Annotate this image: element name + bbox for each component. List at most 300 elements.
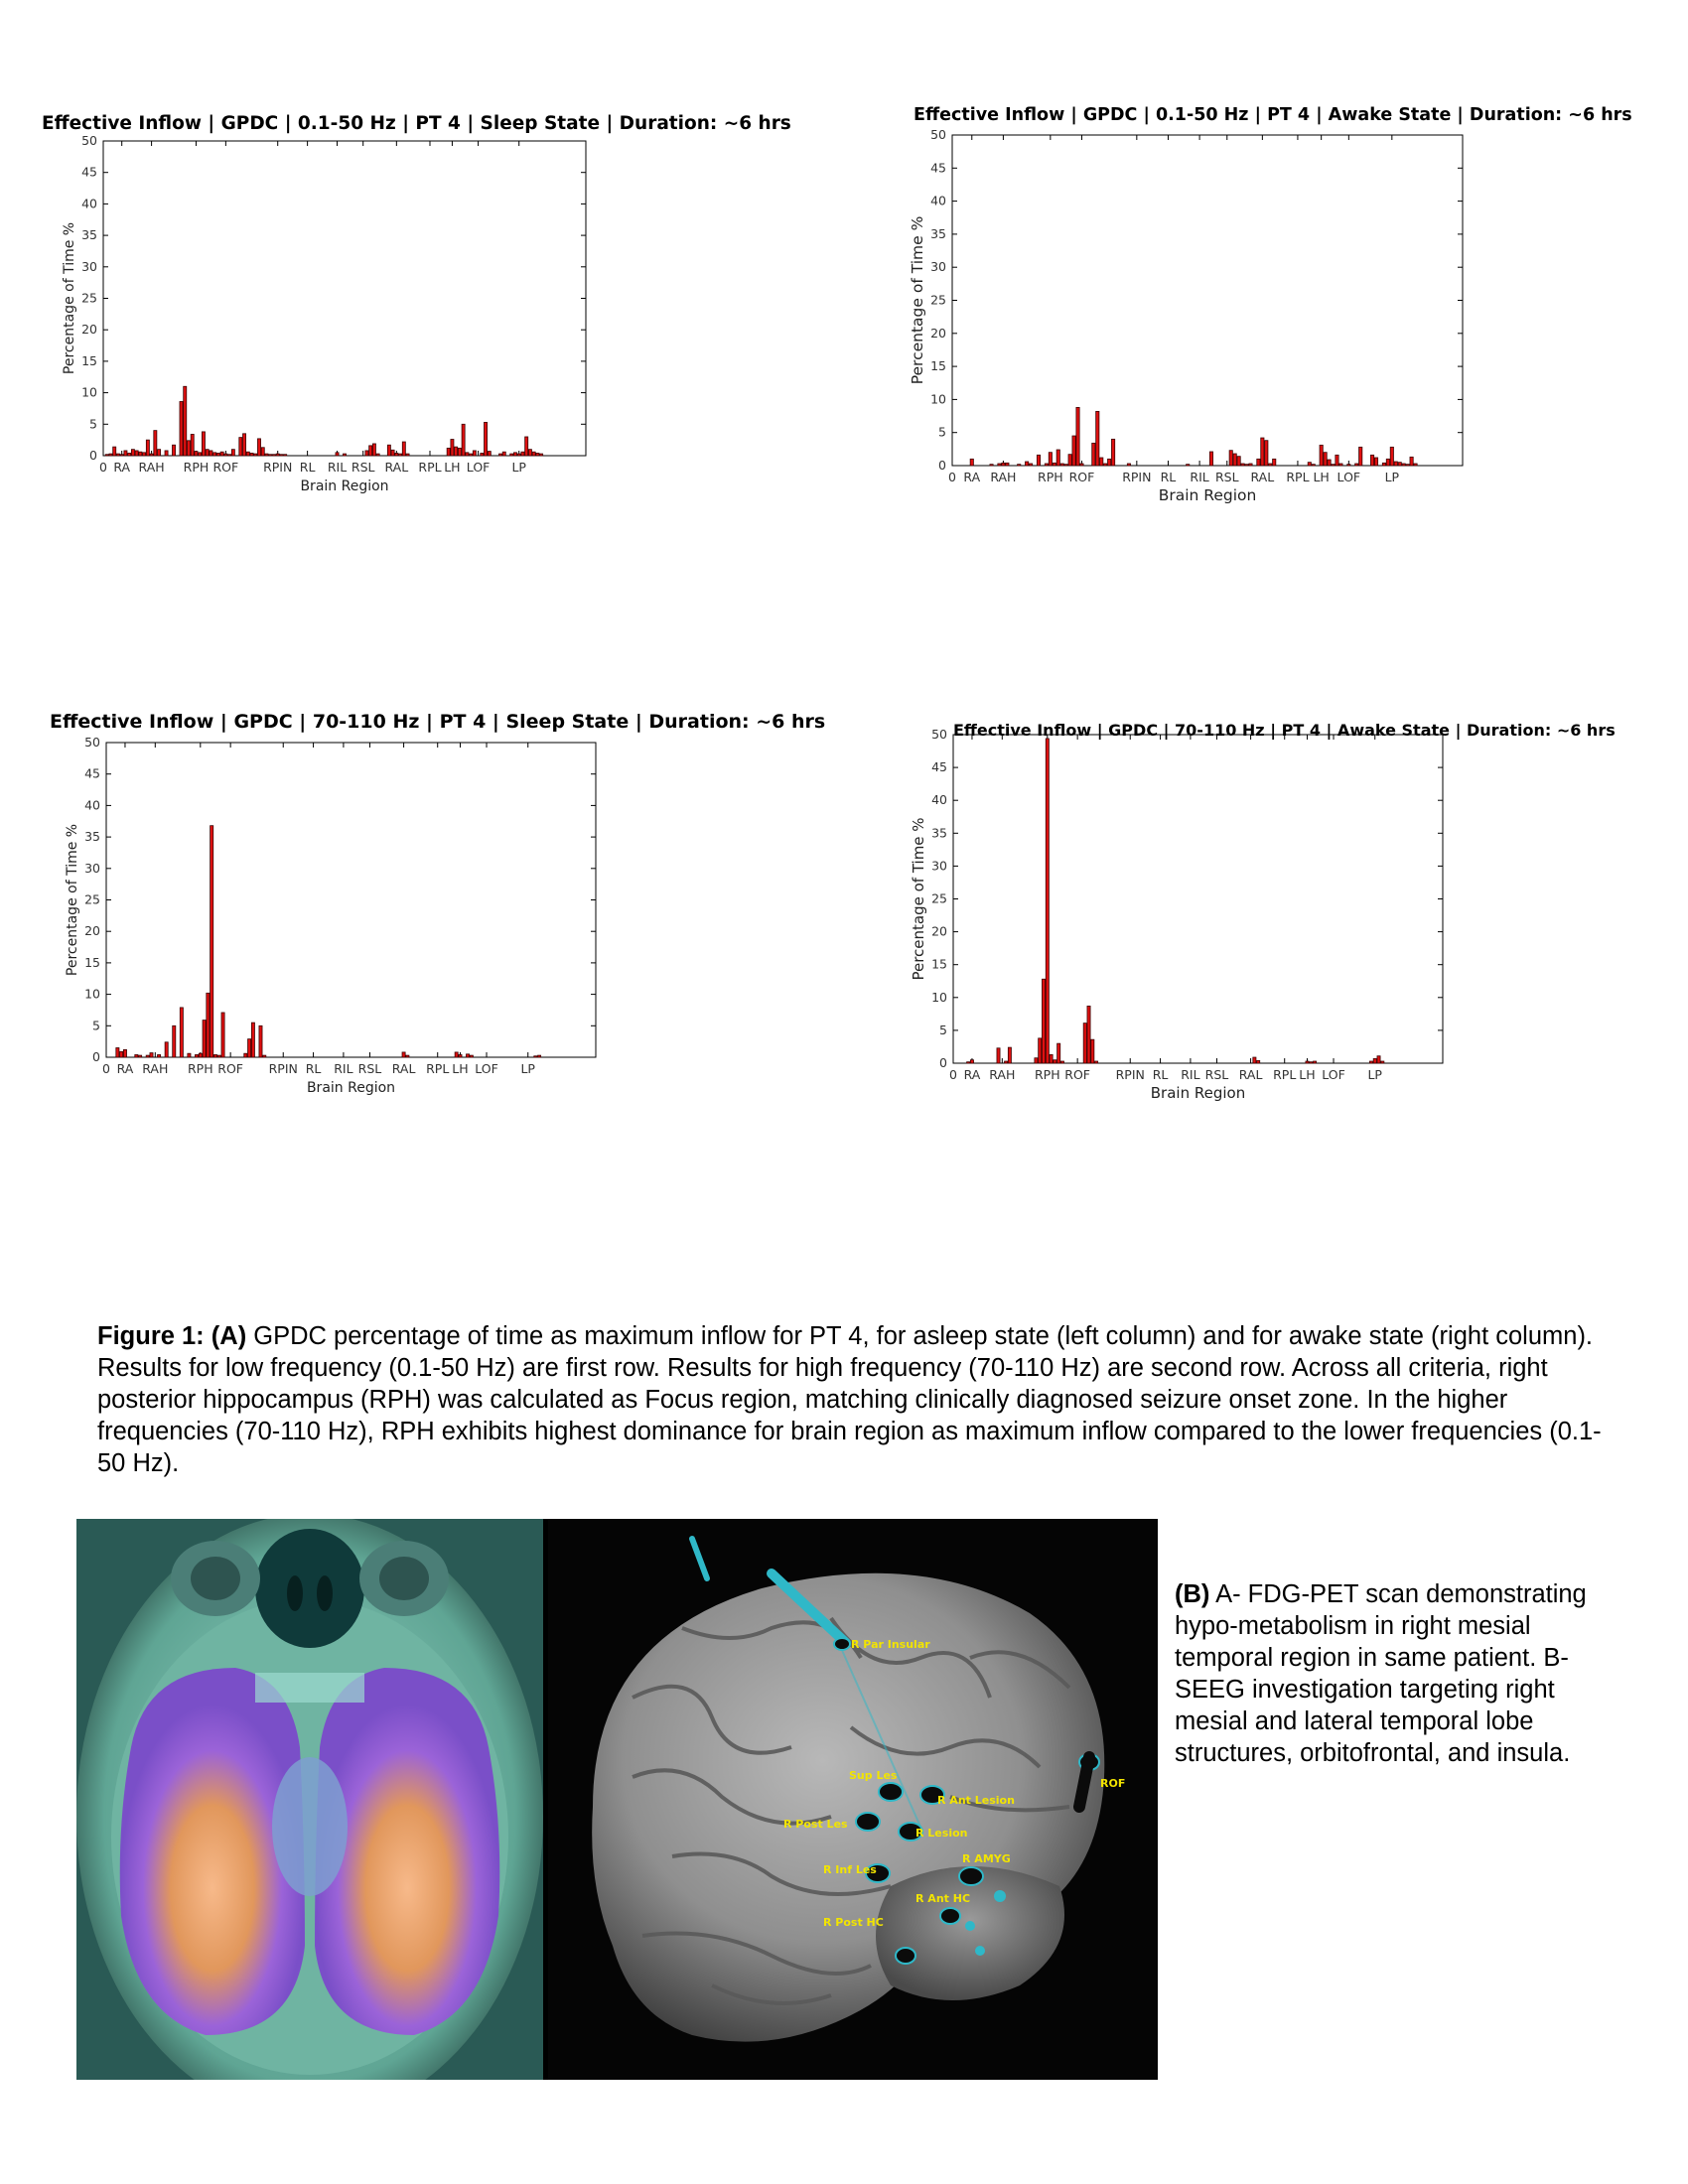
bar [120, 1051, 123, 1057]
bar [1045, 464, 1048, 466]
bar [243, 434, 246, 456]
y-tick-label: 35 [84, 829, 100, 845]
x-tick-label: RPIN [268, 1061, 298, 1076]
x-tick-label: RAL [1238, 1067, 1263, 1082]
x-tick-label: RAH [142, 1061, 169, 1076]
y-tick-label: 45 [84, 765, 100, 781]
bar [1359, 447, 1362, 466]
y-tick-label: 15 [930, 358, 946, 374]
x-tick-label: RSL [1214, 470, 1239, 484]
bar [1308, 463, 1311, 466]
bar [1374, 458, 1377, 466]
bar [1095, 1061, 1098, 1063]
x-tick-label: RPH [187, 1061, 213, 1076]
plot-area [103, 141, 586, 456]
bar [113, 447, 116, 456]
bar [211, 826, 213, 1057]
bar [466, 453, 469, 456]
y-tick-label: 30 [84, 860, 100, 876]
y-tick-label: 25 [84, 891, 100, 907]
bar [997, 1048, 1000, 1063]
y-tick-label: 0 [92, 1049, 100, 1064]
y-tick-label: 45 [81, 164, 97, 180]
bar [187, 441, 190, 456]
x-tick-label: 0 [949, 1067, 957, 1082]
y-tick-label: 40 [930, 193, 946, 208]
y-tick-label: 50 [931, 727, 947, 742]
bar [1253, 1057, 1256, 1063]
y-tick-label: 50 [81, 133, 97, 148]
bar [536, 453, 539, 456]
bar [188, 1053, 191, 1057]
bar [259, 1025, 262, 1057]
bar [970, 459, 973, 466]
bar [254, 454, 257, 456]
bar [1104, 464, 1107, 466]
bar [1336, 455, 1338, 466]
bar [246, 452, 249, 456]
bar [1394, 462, 1397, 466]
plot-area [952, 135, 1463, 466]
figure-caption [97, 1320, 1607, 1479]
bar [1369, 1061, 1372, 1063]
electrode-label: ROF [1100, 1777, 1126, 1790]
y-tick-label: 30 [81, 258, 97, 274]
bar [462, 424, 465, 456]
bar [1002, 463, 1005, 466]
bar [455, 447, 458, 456]
bar [1257, 1060, 1260, 1063]
bar [372, 444, 375, 456]
bar [139, 452, 142, 456]
y-tick-label: 5 [939, 1022, 947, 1037]
bar [1026, 462, 1029, 466]
y-tick-label: 0 [938, 458, 946, 473]
chart-title: Effective Inflow | GPDC | 0.1-50 Hz | PT 4 | Sleep State | Duration: ~6 hrs [42, 113, 791, 134]
bar [105, 455, 108, 456]
bar [124, 451, 127, 456]
y-tick-label: 40 [84, 797, 100, 813]
bar [150, 454, 153, 456]
y-tick-label: 45 [931, 759, 947, 775]
y-tick-label: 50 [84, 735, 100, 750]
bar [473, 451, 476, 456]
bar [1402, 464, 1405, 466]
chart-sleep-high-freq [30, 703, 826, 1298]
x-tick-label: RAH [138, 460, 165, 475]
electrode-label: R Post HC [823, 1916, 884, 1929]
bar [1233, 454, 1236, 466]
x-tick-label: RIL [334, 1061, 353, 1076]
bar [1039, 1038, 1042, 1063]
x-tick-label: LP [520, 1061, 535, 1076]
x-tick-label: LH [444, 460, 461, 475]
x-tick-label: ROF [1064, 1067, 1091, 1082]
electrode-label: R Ant Lesion [937, 1794, 1015, 1807]
bar [1111, 439, 1114, 466]
bar [1414, 464, 1417, 466]
bar [216, 453, 219, 456]
bar [369, 446, 372, 456]
bar [1083, 1024, 1086, 1063]
x-axis-label: Brain Region [1158, 486, 1257, 504]
bar [1076, 407, 1079, 466]
bar [1057, 1043, 1060, 1063]
x-axis-label: Brain Region [306, 1080, 396, 1096]
bar [165, 1042, 168, 1057]
bar [376, 454, 379, 456]
bar [406, 454, 409, 456]
bar [1091, 1039, 1094, 1063]
bar [143, 453, 146, 456]
x-tick-label: 0 [102, 1061, 110, 1076]
y-tick-label: 10 [930, 391, 946, 407]
bar [123, 1049, 126, 1057]
bar [513, 453, 516, 456]
y-tick-label: 5 [89, 416, 97, 432]
x-tick-label: RA [963, 470, 981, 484]
bar [447, 448, 450, 456]
bar [213, 453, 216, 456]
bar [261, 448, 264, 456]
bar [199, 1053, 202, 1057]
bar [1245, 465, 1248, 466]
x-tick-label: LP [1384, 470, 1400, 484]
bar [1060, 1061, 1063, 1063]
y-tick-label: 10 [84, 986, 100, 1002]
x-tick-label: LOF [466, 460, 491, 475]
bar [195, 1054, 198, 1057]
y-tick-label: 20 [930, 325, 946, 341]
chart-plot [862, 713, 1636, 1308]
x-tick-label: RPL [1286, 470, 1310, 484]
y-tick-label: 5 [938, 424, 946, 440]
x-tick-label: RPL [418, 460, 442, 475]
x-axis-label: Brain Region [300, 478, 389, 494]
bar [248, 1039, 251, 1057]
bar [1320, 445, 1323, 466]
x-tick-label: RPIN [263, 460, 293, 475]
x-tick-label: LP [511, 460, 526, 475]
y-tick-label: 5 [92, 1018, 100, 1033]
x-tick-label: LOF [1336, 470, 1361, 484]
chart-awake-low-freq [852, 99, 1636, 715]
bar [231, 450, 234, 456]
x-tick-label: RAH [989, 1067, 1016, 1082]
x-tick-label: RAL [1250, 470, 1275, 484]
bar [180, 1008, 183, 1057]
bar [1092, 443, 1095, 466]
bar [173, 1025, 176, 1057]
bar [172, 445, 175, 456]
bar [402, 1052, 405, 1057]
x-tick-label: RA [113, 460, 131, 475]
bar [458, 448, 461, 456]
bar [257, 439, 260, 456]
x-tick-label: RPL [426, 1061, 450, 1076]
bar [470, 454, 473, 456]
bar [146, 1055, 149, 1057]
bar [1249, 464, 1252, 466]
x-tick-label: RA [116, 1061, 134, 1076]
bar [1410, 457, 1413, 466]
figure-b-caption [1175, 1578, 1602, 1769]
bar [1398, 463, 1401, 466]
y-tick-label: 15 [81, 352, 97, 368]
bar [184, 386, 187, 456]
chart-plot [30, 703, 804, 1298]
x-tick-label: RL [1160, 470, 1177, 484]
bar [540, 454, 543, 456]
chart-sleep-low-freq [30, 109, 791, 705]
bar [120, 455, 123, 456]
bar [1018, 465, 1021, 466]
y-tick-label: 35 [931, 825, 947, 841]
y-tick-label: 25 [930, 292, 946, 308]
bar [488, 452, 491, 456]
bar [532, 452, 535, 456]
y-tick-label: 45 [930, 160, 946, 176]
bar [1241, 464, 1244, 466]
bar [244, 1053, 247, 1057]
bar [220, 452, 223, 456]
x-tick-label: RIL [1190, 470, 1209, 484]
y-tick-label: 30 [930, 259, 946, 275]
x-tick-label: RIL [1181, 1067, 1200, 1082]
bar [1377, 1056, 1380, 1063]
bar [158, 450, 161, 456]
bar [224, 454, 227, 456]
bar [1008, 1047, 1011, 1063]
bar [276, 454, 279, 456]
bar [538, 1055, 541, 1057]
bar [1127, 464, 1130, 466]
bar [1006, 463, 1009, 466]
bar [203, 1021, 206, 1057]
electrode-label: Sup Les [849, 1769, 898, 1782]
x-tick-label: RSL [351, 460, 375, 475]
electrode-label: R AMYG [962, 1852, 1011, 1865]
y-tick-label: 0 [939, 1055, 947, 1070]
bar [116, 1047, 119, 1057]
bar [1273, 459, 1276, 466]
bar [399, 454, 402, 456]
bar [990, 465, 993, 466]
electrode-label: R Ant HC [915, 1892, 971, 1905]
x-tick-label: ROF [1068, 470, 1095, 484]
x-tick-label: RPIN [1122, 470, 1152, 484]
bar [217, 1055, 220, 1057]
bar [534, 1056, 537, 1057]
bar [206, 450, 209, 456]
y-tick-label: 20 [84, 923, 100, 939]
bar [1049, 453, 1052, 466]
bar [365, 451, 368, 456]
bar [510, 454, 513, 456]
bar [250, 453, 253, 456]
x-tick-label: RPIN [1115, 1067, 1145, 1082]
bar [1029, 464, 1032, 466]
caption-text: GPDC percentage of time as maximum inflow for PT 4, for asleep state (left column) and for awake state (right column). Results for low frequency (0.1-50 Hz) are first row. Results for high frequency (70-110 Hz) are second row. Across all criteria, right posterior hippocampus (RPH) was calculated as Focus region, matching clinically diagnosed seizure onset zone. In the higher frequencies (70-110 Hz), RPH exhibits highest dominance for brain region as maximum inflow compared to the lower frequencies (0.1-50 Hz). [97, 1322, 1602, 1477]
bar [1332, 465, 1335, 466]
x-tick-label: RIL [327, 460, 348, 475]
bar [470, 1055, 473, 1057]
bar [146, 440, 149, 456]
pet-scan-image [76, 1519, 543, 2080]
bar [525, 437, 528, 456]
bar [1053, 463, 1055, 466]
bar [116, 454, 119, 456]
x-tick-label: RPL [1273, 1067, 1297, 1082]
y-tick-label: 25 [81, 290, 97, 306]
bar [1381, 1061, 1384, 1063]
bar [1390, 447, 1393, 466]
bar [1056, 450, 1059, 466]
x-tick-label: RPH [1038, 470, 1063, 484]
electrode-label: R Par Insular [851, 1638, 930, 1651]
y-tick-label: 15 [84, 954, 100, 970]
y-tick-label: 25 [931, 890, 947, 906]
bar [150, 1053, 153, 1057]
bar [502, 452, 505, 456]
bar [485, 422, 488, 456]
x-tick-label: RPH [183, 460, 210, 475]
y-tick-label: 40 [81, 196, 97, 211]
chart-plot [30, 109, 784, 705]
seeg-brain-image [548, 1519, 1158, 2080]
bar [1068, 455, 1071, 466]
x-tick-label: RSL [357, 1061, 382, 1076]
bar [221, 1013, 224, 1057]
bar [202, 432, 205, 456]
bar [1370, 455, 1373, 466]
bar [128, 453, 131, 456]
bar [1005, 1061, 1008, 1063]
bar [265, 454, 268, 456]
x-tick-label: RL [305, 1061, 322, 1076]
bar [1042, 979, 1045, 1063]
electrode-label: R Inf Les [823, 1863, 877, 1876]
y-axis-label: Percentage of Time % [62, 221, 77, 375]
y-axis-label: Percentage of Time % [65, 823, 80, 977]
bar [1187, 465, 1190, 466]
bar [1312, 465, 1315, 466]
bar [251, 1023, 254, 1057]
bar [1324, 453, 1327, 466]
bar [451, 440, 454, 456]
bar [1306, 1061, 1309, 1063]
y-tick-label: 50 [930, 127, 946, 142]
y-axis-label: Percentage of Time % [910, 817, 927, 981]
bar [1382, 463, 1385, 466]
bar [1037, 455, 1040, 466]
bar [109, 454, 112, 456]
bar [139, 1055, 142, 1057]
bar [406, 1055, 409, 1057]
bar [1328, 460, 1331, 466]
bar [391, 450, 394, 456]
y-tick-label: 35 [930, 225, 946, 241]
bar [336, 453, 339, 456]
bar [1035, 1058, 1038, 1063]
bar [180, 401, 183, 456]
chart-awake-high-freq [862, 713, 1636, 1308]
y-tick-label: 20 [931, 923, 947, 939]
bar [1080, 464, 1083, 466]
bar [1064, 465, 1067, 466]
bar [1265, 441, 1268, 466]
bar [402, 442, 405, 456]
bar [154, 431, 157, 456]
bar [970, 1060, 973, 1063]
bar [280, 455, 283, 456]
bar [1339, 464, 1342, 466]
bar [199, 453, 202, 456]
caption-label: Figure 1: [97, 1322, 205, 1350]
bar [967, 1062, 970, 1063]
bar [1406, 465, 1409, 466]
electrode-label: R Lesion [915, 1827, 968, 1840]
bar [395, 453, 398, 456]
bar [213, 1054, 216, 1057]
bar [1386, 459, 1389, 466]
bar [1100, 458, 1103, 466]
bar [284, 455, 287, 456]
bar [498, 454, 501, 456]
chart-title: Effective Inflow | GPDC | 0.1-50 Hz | PT 4 | Awake State | Duration: ~6 hrs [914, 105, 1632, 125]
x-tick-label: ROF [217, 1061, 244, 1076]
bar [1209, 452, 1212, 466]
bar [521, 452, 524, 456]
x-tick-label: RAL [391, 1061, 416, 1076]
bar [1072, 436, 1075, 466]
bar [1237, 457, 1240, 466]
bar [343, 454, 346, 456]
x-tick-label: LOF [1322, 1067, 1345, 1082]
bar [467, 1054, 470, 1057]
bar [239, 438, 242, 456]
y-tick-label: 10 [931, 989, 947, 1005]
bar [165, 451, 168, 456]
x-tick-label: 0 [948, 470, 956, 484]
bar [459, 1054, 462, 1057]
bar [158, 1054, 161, 1057]
y-axis-label: Percentage of Time % [909, 215, 926, 385]
x-tick-label: RAL [384, 460, 409, 475]
bar [210, 451, 212, 456]
x-tick-label: LH [1299, 1067, 1316, 1082]
x-tick-label: LOF [475, 1061, 498, 1076]
bar [135, 1054, 138, 1057]
bar [1046, 739, 1049, 1063]
bar [528, 450, 531, 456]
bar [1050, 1054, 1053, 1063]
y-tick-label: 0 [89, 448, 97, 463]
bar [131, 450, 134, 456]
bar [207, 993, 210, 1057]
x-tick-label: LH [452, 1061, 469, 1076]
bar [1108, 459, 1111, 466]
bar [1257, 459, 1260, 466]
x-tick-label: LH [1313, 470, 1330, 484]
y-tick-label: 40 [931, 792, 947, 808]
figure-b-caption-text: A- FDG-PET scan demonstrating hypo-metabolism in right mesial temporal region in same patient. B- SEEG investigation targeting right mesial and lateral temporal lobe structures, orbitofrontal, and insula. [1175, 1580, 1587, 1767]
bar [1269, 464, 1272, 466]
chart-title: Effective Inflow | GPDC | 70-110 Hz | PT 4 | Sleep State | Duration: ~6 hrs [50, 711, 826, 733]
x-tick-label: LP [1367, 1067, 1382, 1082]
x-tick-label: RL [299, 460, 316, 475]
bar [1314, 1061, 1317, 1063]
